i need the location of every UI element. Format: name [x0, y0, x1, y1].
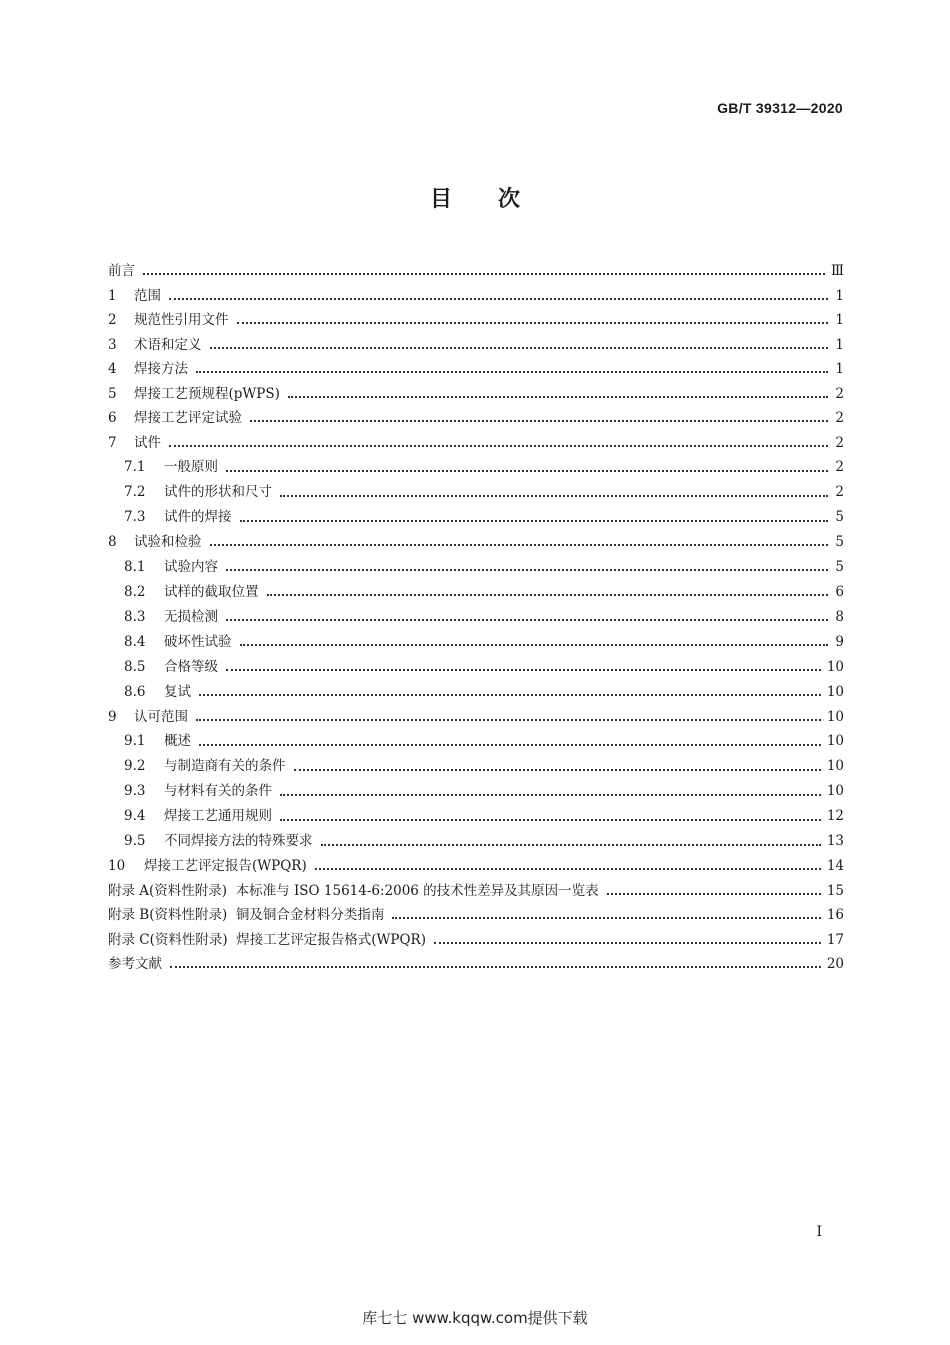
toc-entry-page: 2: [835, 385, 844, 402]
toc-entry-label: 破坏性试验: [164, 633, 232, 650]
toc-entry-label: 与制造商有关的条件: [164, 758, 286, 774]
toc-entry-number: 7.1: [124, 459, 146, 475]
toc-entry-page: 20: [826, 956, 844, 972]
toc-entry[interactable]: [108, 259, 844, 284]
toc-entry-label: 一般原则: [164, 459, 218, 475]
toc-entry-number: 9.4: [124, 808, 146, 824]
toc-dot-leader: [280, 495, 828, 497]
toc-dot-leader: [196, 719, 821, 721]
toc-dot-leader: [143, 273, 825, 275]
toc-entry-label: 复试: [164, 683, 191, 700]
toc-dot-leader: [170, 966, 821, 968]
toc-entry[interactable]: [108, 754, 844, 779]
toc-entry-label: 规范性引用文件: [134, 312, 229, 328]
toc-dot-leader: [226, 569, 828, 571]
toc-dot-leader: [280, 794, 821, 796]
toc-entry-label: 术语和定义: [134, 336, 202, 353]
toc-dot-leader: [240, 520, 829, 522]
toc-entry-label: 概述: [164, 733, 191, 749]
standard-code: GB/T 39312—2020: [717, 100, 843, 116]
toc-entry-page: 15: [826, 882, 844, 899]
toc-entry-page: 10: [826, 758, 844, 774]
toc-dot-leader: [226, 619, 828, 621]
toc-entry-number: 9.2: [124, 758, 146, 774]
toc-entry-label: 合格等级: [164, 658, 218, 675]
page-title: [0, 182, 950, 213]
toc-dot-leader: [280, 819, 821, 821]
toc-dot-leader: [196, 371, 828, 373]
toc-entry-page: 13: [826, 833, 844, 849]
toc-entry-number: 8.3: [124, 608, 146, 625]
toc-entry[interactable]: [108, 455, 844, 480]
toc-entry-label: 焊接工艺评定试验: [134, 410, 242, 426]
toc-entry-label: 前言: [108, 263, 135, 279]
toc-dot-leader: [250, 420, 828, 422]
toc-entry-label: 焊接方法: [134, 361, 188, 377]
toc-entry[interactable]: [108, 555, 844, 580]
toc-entry[interactable]: [108, 879, 844, 904]
toc-entry-page: 8: [835, 608, 844, 625]
toc-entry-page: 6: [835, 583, 844, 600]
toc-entry-page: 10: [826, 783, 844, 799]
toc-entry-page: Ⅲ: [830, 263, 844, 279]
toc-entry[interactable]: [108, 505, 844, 530]
toc-entry-page: 5: [835, 509, 844, 525]
toc-dot-leader: [267, 594, 829, 596]
toc-entry-label: 无损检测: [164, 608, 218, 625]
toc-entry[interactable]: [108, 829, 844, 854]
toc-entry-number: 6: [108, 410, 117, 426]
toc-dot-leader: [169, 298, 828, 300]
toc-entry-number: 5: [108, 385, 117, 402]
toc-entry[interactable]: [108, 928, 844, 953]
toc-entry-label: 认可范围: [134, 708, 188, 725]
toc-dot-leader: [607, 893, 821, 895]
toc-dot-leader: [315, 868, 821, 870]
toc-entry-label: 试件: [134, 434, 161, 451]
toc-entry-number: 10: [108, 858, 126, 874]
toc-entry[interactable]: [108, 854, 844, 879]
title-part-1: 目: [429, 187, 452, 212]
toc-dot-leader: [169, 445, 828, 447]
toc-dot-leader: [240, 644, 829, 646]
toc-entry-number: 9: [108, 708, 117, 725]
toc-entry-label: 试验和检验: [134, 534, 202, 550]
toc-entry-page: 2: [835, 459, 844, 475]
toc-entry-number: 9.3: [124, 783, 146, 799]
download-watermark: 库七七 www.kqqw.com提供下载: [362, 1309, 588, 1327]
toc-entry[interactable]: [108, 480, 844, 505]
toc-dot-leader: [392, 917, 820, 919]
toc-entry[interactable]: [108, 630, 844, 655]
toc-dot-leader: [434, 942, 821, 944]
toc-entry[interactable]: [108, 779, 844, 804]
toc-entry[interactable]: [108, 308, 844, 333]
toc-entry-number: 8.2: [124, 583, 146, 600]
toc-dot-leader: [226, 470, 828, 472]
toc-entry-page: 10: [826, 733, 844, 749]
toc-entry-number: 9.5: [124, 833, 146, 849]
toc-entry-label: 试验内容: [164, 558, 218, 575]
toc-entry-page: 9: [835, 633, 844, 650]
toc-entry-number: 2: [108, 312, 117, 328]
toc-entry-page: 12: [826, 808, 844, 824]
toc-entry[interactable]: [108, 729, 844, 754]
toc-entry[interactable]: [108, 903, 844, 928]
toc-entry[interactable]: [108, 357, 844, 382]
toc-entry-number: 8.6: [124, 683, 146, 700]
toc-entry-number: 1: [108, 287, 117, 304]
toc-entry-page: 5: [835, 534, 844, 550]
toc-dot-leader: [237, 322, 829, 324]
toc-entry-page: 1: [835, 312, 844, 328]
toc-entry-label: 附录 C(资料性附录) 焊接工艺评定报告格式(WPQR): [108, 931, 426, 948]
toc-entry-label: 附录 A(资料性附录) 本标准与 ISO 15614-6:2006 的技术性差异及其原因一览表: [108, 882, 599, 899]
toc-dot-leader: [199, 744, 821, 746]
toc-entry-page: 10: [826, 683, 844, 700]
toc-entry-number: 8: [108, 534, 117, 550]
toc-entry-page: 17: [826, 931, 844, 948]
toc-dot-leader: [288, 396, 828, 398]
toc-entry-page: 1: [835, 287, 844, 304]
toc-entry[interactable]: [108, 655, 844, 680]
toc-entry-page: 10: [826, 708, 844, 725]
toc-dot-leader: [210, 347, 829, 349]
toc-entry-number: 7.3: [124, 509, 146, 525]
toc-entry-label: 试件的形状和尺寸: [164, 484, 272, 500]
table-of-contents: [108, 259, 844, 977]
toc-entry-number: 7: [108, 434, 117, 451]
toc-entry-label: 试样的截取位置: [164, 583, 259, 600]
toc-entry-label: 焊接工艺通用规则: [164, 808, 272, 824]
toc-entry[interactable]: [108, 705, 844, 730]
title-part-2: 次: [498, 187, 521, 212]
toc-entry-number: 8.4: [124, 633, 146, 650]
toc-entry-number: 3: [108, 336, 117, 353]
toc-dot-leader: [199, 694, 821, 696]
toc-entry[interactable]: [108, 680, 844, 705]
toc-entry-label: 附录 B(资料性附录) 铜及铜合金材料分类指南: [108, 907, 385, 923]
toc-entry-label: 焊接工艺评定报告(WPQR): [144, 858, 307, 874]
toc-entry-page: 16: [826, 907, 844, 923]
toc-entry-number: 8.1: [124, 558, 146, 575]
toc-entry[interactable]: [108, 580, 844, 605]
toc-entry-number: 8.5: [124, 658, 146, 675]
toc-entry-page: 10: [826, 658, 844, 675]
toc-entry-label: 与材料有关的条件: [164, 783, 272, 799]
toc-entry-page: 2: [835, 410, 844, 426]
toc-dot-leader: [210, 544, 829, 546]
toc-entry-label: 试件的焊接: [164, 509, 232, 525]
toc-entry[interactable]: [108, 804, 844, 829]
toc-entry-page: 2: [835, 434, 844, 451]
toc-entry[interactable]: [108, 530, 844, 555]
toc-entry-label: 不同焊接方法的特殊要求: [164, 833, 313, 849]
toc-dot-leader: [294, 769, 821, 771]
toc-entry[interactable]: [108, 284, 844, 309]
toc-entry[interactable]: [108, 333, 844, 358]
toc-dot-leader: [321, 844, 821, 846]
toc-entry-number: 9.1: [124, 733, 146, 749]
toc-entry[interactable]: [108, 406, 844, 431]
toc-entry-label: 参考文献: [108, 956, 162, 972]
toc-entry-label: 范围: [134, 287, 161, 304]
toc-entry-page: 5: [835, 558, 844, 575]
toc-entry-page: 1: [835, 361, 844, 377]
toc-entry[interactable]: [108, 431, 844, 456]
toc-entry-page: 1: [835, 336, 844, 353]
toc-dot-leader: [226, 669, 821, 671]
toc-entry-page: 2: [835, 484, 844, 500]
toc-entry[interactable]: [108, 952, 844, 977]
toc-entry-number: 7.2: [124, 484, 146, 500]
toc-entry-label: 焊接工艺预规程(pWPS): [134, 385, 280, 402]
toc-entry[interactable]: [108, 605, 844, 630]
page-folio: Ⅰ: [816, 1224, 822, 1240]
toc-entry-number: 4: [108, 361, 117, 377]
toc-entry[interactable]: [108, 382, 844, 407]
toc-entry-page: 14: [826, 858, 844, 874]
